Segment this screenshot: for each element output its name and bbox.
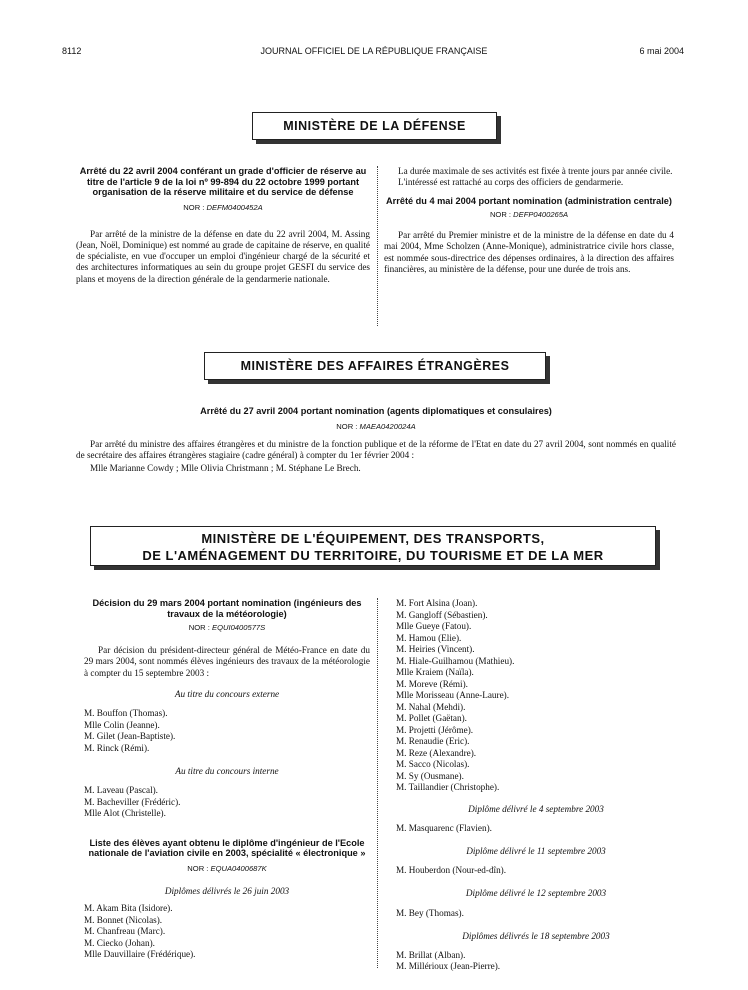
sept12-heading: Diplôme délivré le 12 septembre 2003 [465,888,607,899]
list-item: M. Rinck (Rémi). [84,742,150,753]
list-item: Mlle Gueye (Fatou). [396,621,472,631]
page-number: 8112 [62,46,82,56]
list-item: M. Hamou (Elie). [396,632,462,643]
internal-contest-heading: Au titre du concours interne [175,766,279,777]
list-item: M. Renaudie (Eric). [396,736,470,746]
defense-attachment-text: L'intéressé est rattaché au corps des officiers de gendarmerie. [398,177,624,188]
external-contest-heading: Au titre du concours externe [174,688,280,699]
nor-label: NOR : [183,202,205,212]
list-item: M. Millérioux (Jean-Pierre). [396,961,501,972]
ministry-defense-heading: MINISTÈRE DE LA DÉFENSE [283,119,466,133]
list-item: Mlle Dauvillaire (Frédérique). [84,949,196,960]
list-item: M. Bacheviller (Frédéric). [84,796,181,807]
graduates-list [396,598,676,794]
equipment-right-column [396,598,676,973]
ministry-defense-box [252,112,497,140]
list-item: M. Reze (Alexandre). [396,747,477,758]
nor-code: EQUI0400577S [212,623,266,632]
list-item: M. Pollet (Gaëtan). [396,713,467,723]
list-item: Mlle Colin (Jeanne). [84,719,160,730]
defense-nomination-nor [384,209,674,220]
foreign-names: Mlle Marianne Cowdy ; Mlle Olivia Christmann ; M. Stéphane Le Brech. [90,463,361,474]
foreign-nor [76,421,676,432]
list-item: M. Projetti (Jérôme). [396,724,474,735]
foreign-decree-body: Par arrêté du ministre des affaires étrangères et du ministre de la fonction publique et de la réforme de l'Etat en date du 27 avril 2004, sont nommés en qualité de secrétaire des affaires étrangères stagiaire (cadre général) à compter du 1er février 2004 : [76,438,676,460]
list-item: M. Bonnet (Nicolas). [84,914,163,925]
list-item: M. Brillat (Alban). [396,949,466,960]
foreign-decree-title: Arrêté du 27 avril 2004 portant nomination (agents diplomatiques et consulaires) [200,406,552,416]
list-item: M. Moreve (Rémi). [396,678,468,689]
foreign-section [76,406,676,474]
sept18-heading: Diplômes délivrés le 18 septembre 2003 [462,930,610,941]
list-item: M. Heiries (Vincent). [396,644,475,654]
defense-nor [76,202,370,213]
ministry-foreign-heading: MINISTÈRE DES AFFAIRES ÉTRANGÈRES [240,359,510,373]
list-item: M. Ciecko (Johan). [84,937,155,948]
nor-label: NOR : [188,623,210,632]
nor-code: DEFP0400265A [513,209,569,219]
list-item: M. Gangloff (Sébastien). [396,609,488,620]
nor-code: MAEA0420024A [359,421,416,431]
june-diploma-heading: Diplômes délivrés le 26 juin 2003 [164,885,290,896]
list-item: M. Laveau (Pascal). [84,785,158,796]
list-item: M. Sy (Ousmane). [396,770,464,781]
sept4-heading: Diplôme délivré le 4 septembre 2003 [468,803,604,814]
ministry-equipment-line1: MINISTÈRE DE L'ÉQUIPEMENT, DES TRANSPORTS, [201,531,545,546]
column-divider [377,598,378,968]
ministry-equipment-box [90,526,656,566]
defense-right-column [384,166,674,275]
nor-code: DEFM0400452A [206,202,263,212]
list-item: M. Chanfreau (Marc). [84,926,166,937]
defense-decree-title: Arrêté du 22 avril 2004 conférant un grade d'officier de réserve au titre de l'article 9 de la loi nº 99-894 du 22 octobre 1999 portant organisation de la réserve militaire et du service de défense [79,166,367,197]
list-item: M. Gilet (Jean-Baptiste). [84,731,176,742]
ministry-foreign-box [204,352,546,380]
nor-label: NOR : [187,863,209,873]
equipment-left-column [84,598,370,961]
page-date: 6 mai 2004 [639,46,684,56]
nor-code: EQUA0400687K [210,863,267,873]
list-item: Mlle Morisseau (Anne-Laure). [396,690,510,700]
list-item: M. Akam Bita (Isidore). [84,903,173,914]
enac-list-title: Liste des élèves ayant obtenu le diplôme d'ingénieur de l'Ecole nationale de l'aviation civile en 2003, spécialité « électronique » [88,837,366,859]
ministry-equipment-line2: DE L'AMÉNAGEMENT DU TERRITOIRE, DU TOURISME ET DE LA MER [142,548,604,563]
list-item: Mlle Kraiem (Naïla). [396,667,474,677]
internal-contest-list [84,785,370,820]
list-item: M. Nahal (Mehdi). [396,701,466,712]
defense-nomination-body: Par arrêté du Premier ministre et de la ministre de la défense en date du 4 mai 2004, Mme Scholzen (Anne-Monique), administratrice civile hors classe, est nommée sous-directrice des dépenses ordinaires, à la direction des affaires financières, au ministère de la défense, pour une durée de trois ans. [384,230,674,274]
defense-nomination-title: Arrêté du 4 mai 2004 portant nomination (administration centrale) [386,196,672,207]
sept18-list [396,950,676,973]
list-item: M. Fort Alsina (Joan). [396,598,478,608]
sept11-name: M. Houberdon (Nour-ed-dîn). [396,865,507,876]
list-item: Mlle Alot (Christelle). [84,808,166,819]
defense-duration-text: La durée maximale de ses activités est fixée à trente jours par année civile. [398,166,673,176]
sept12-name: M. Bey (Thomas). [396,907,464,918]
column-divider [377,166,378,326]
nor-label: NOR : [489,209,512,219]
sept4-name: M. Masquarenc (Flavien). [396,822,492,833]
external-contest-list [84,708,370,754]
list-item: M. Taillandier (Christophe). [396,782,500,792]
list-item: M. Hiale-Guilhamou (Mathieu). [396,655,515,666]
meteo-nor [84,622,370,633]
meteo-decision-body: Par décision du président-directeur général de Météo-France en date du 29 mars 2004, sont nommés élèves ingénieurs des travaux de la météorologie à compter du 15 septembre 2003 : [84,645,370,678]
journal-title: JOURNAL OFFICIEL DE LA RÉPUBLIQUE FRANÇAISE [260,46,488,56]
june-diploma-list [84,903,370,961]
nor-label: NOR : [336,421,358,431]
list-item: M. Bouffon (Thomas). [84,708,168,719]
list-item: M. Sacco (Nicolas). [396,759,470,769]
meteo-decision-title: Décision du 29 mars 2004 portant nomination (ingénieurs des travaux de la météorologie) [92,598,362,619]
defense-decree-body: Par arrêté de la ministre de la défense en date du 22 avril 2004, M. Assing (Jean, Noël, Dominique) est nommé au grade de capitaine de réserve, en qualité de spécialiste, en vue d'occuper un emploi d'ingénieur chargé de la sécurité et des architectures informatiques au sein du groupe projet GESFI du service des plans et moyens de la direction générale de la gendarmerie nationale. [76,228,370,284]
defense-left-column [76,166,370,285]
sept11-heading: Diplôme délivré le 11 septembre 2003 [466,845,606,856]
enac-nor [84,863,370,874]
